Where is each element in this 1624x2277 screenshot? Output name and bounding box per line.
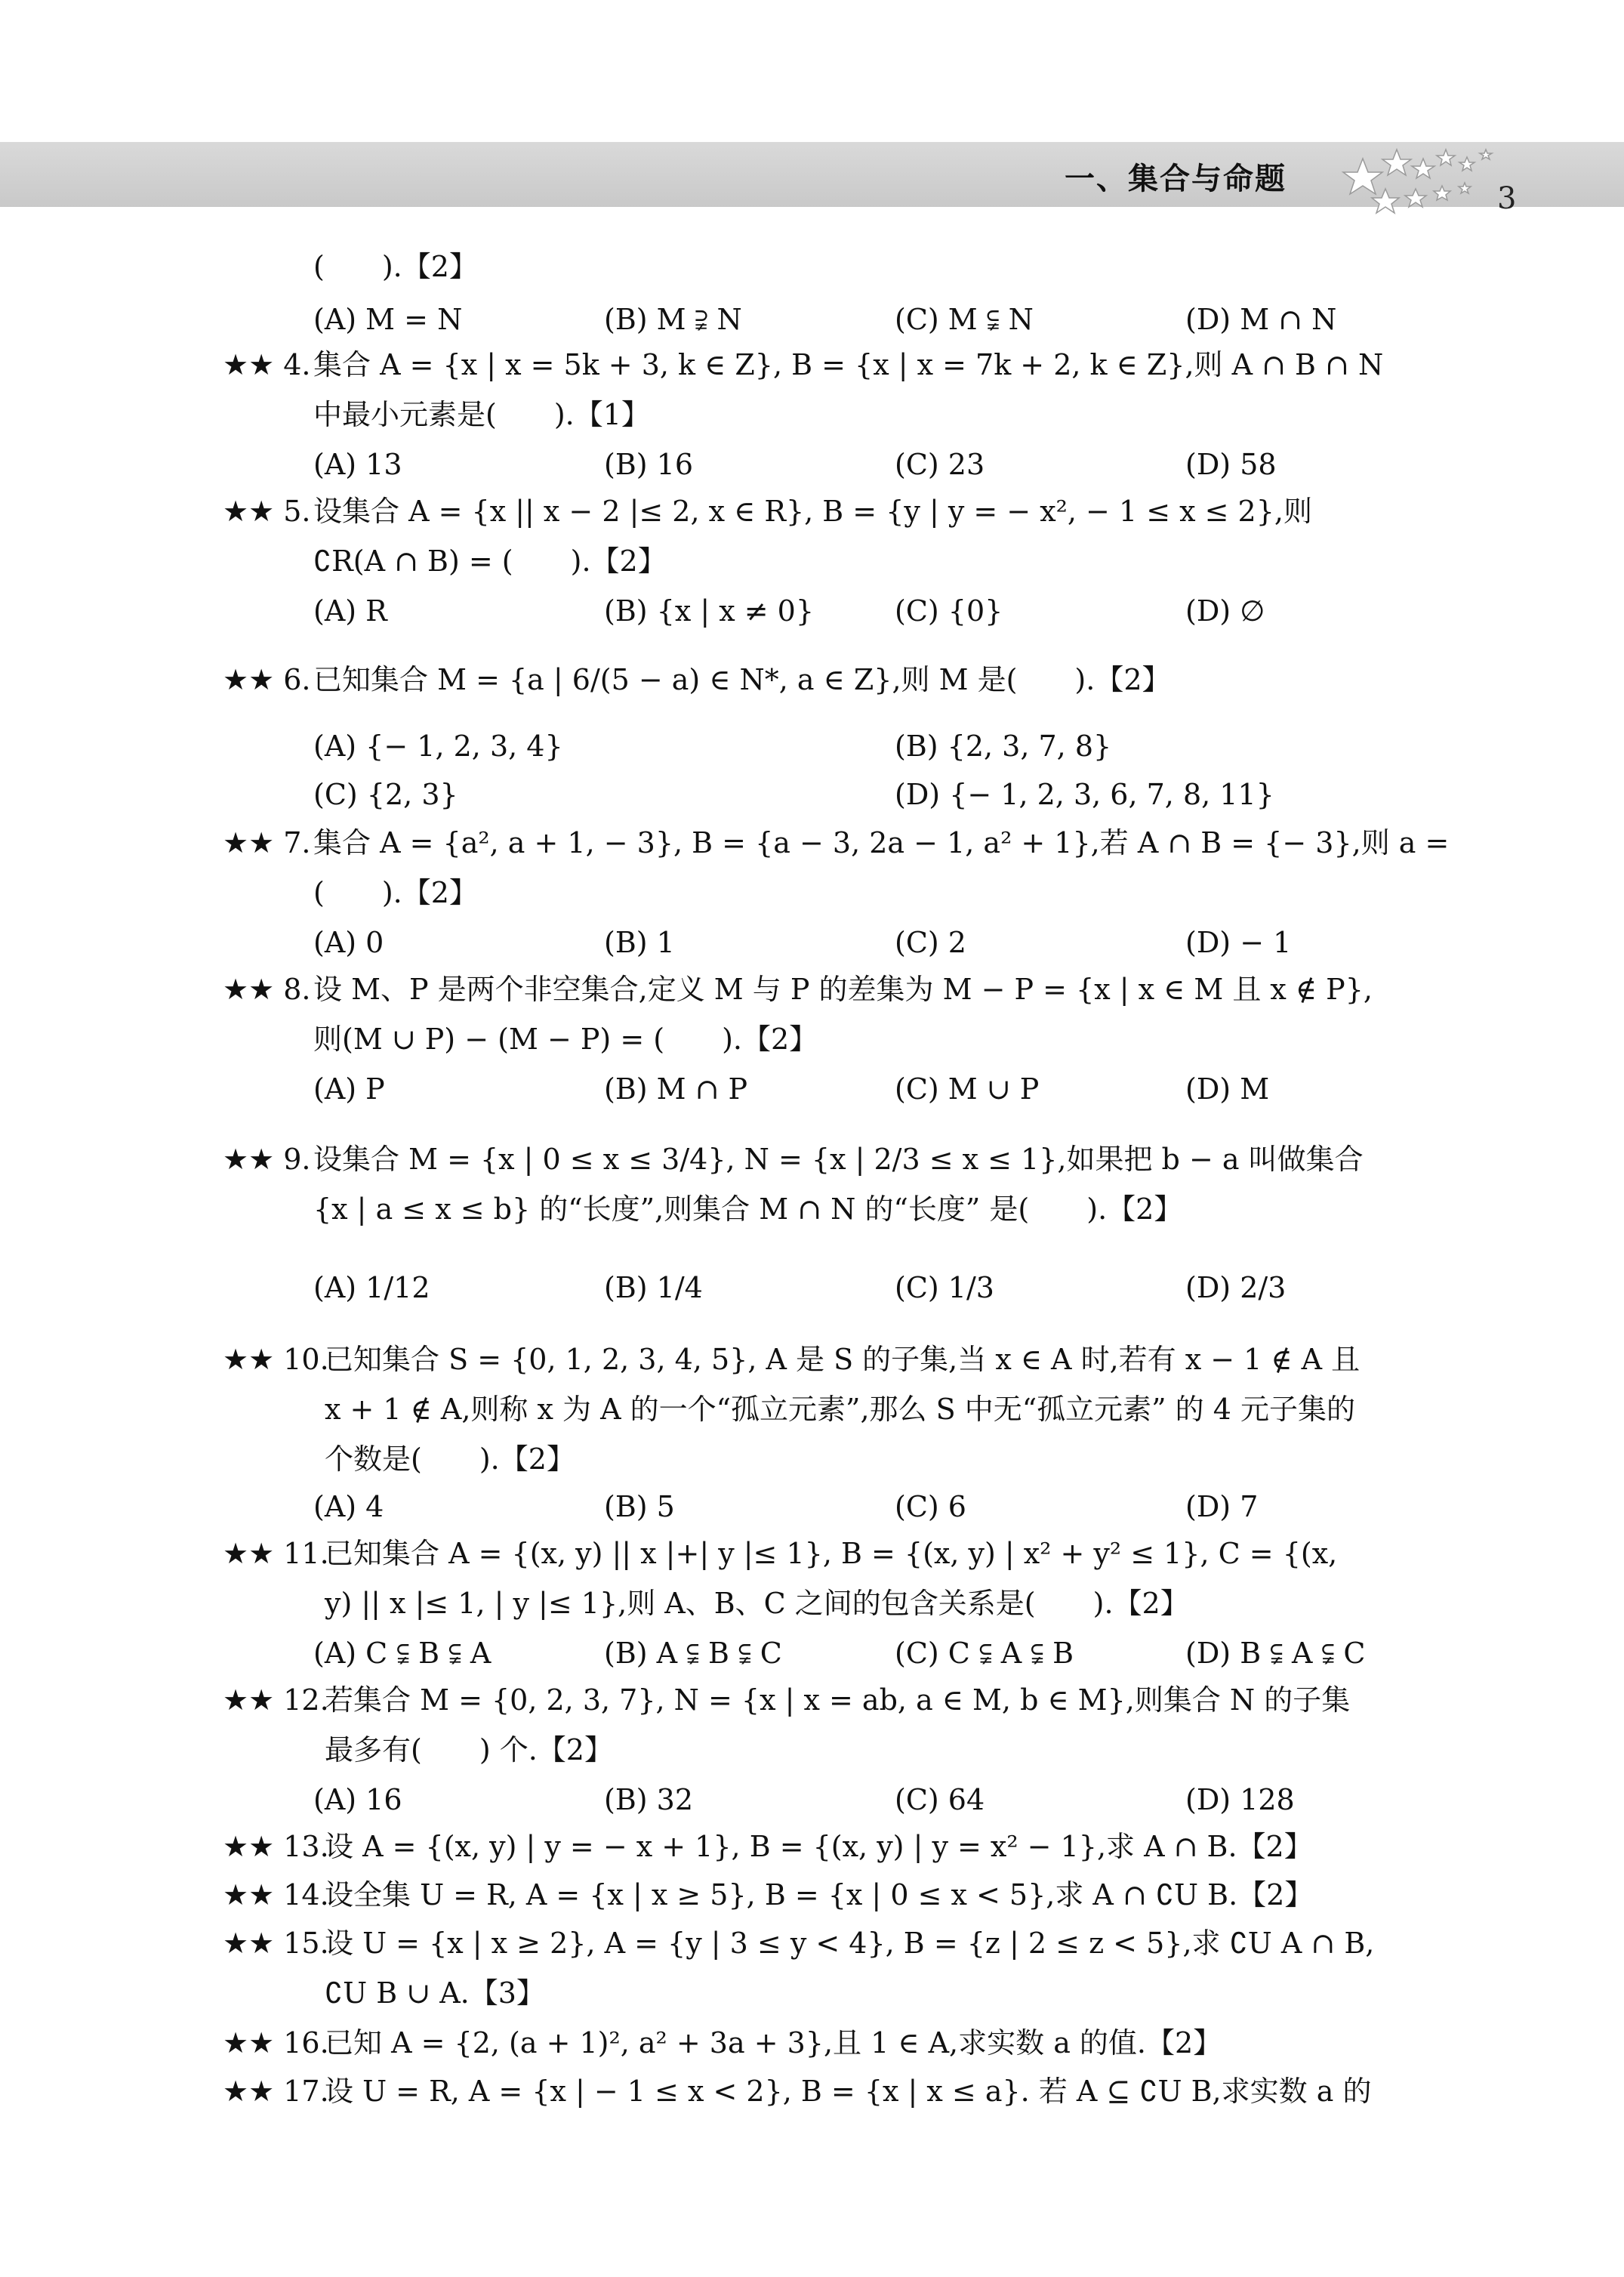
question-text-line: 个数是( ).【2】 [325,1442,575,1476]
question-text-line: x + 1 ∉ A,则称 x 为 A 的一个“孤立元素”,那么 S 中无“孤立元素” 的 4 元子集的 [325,1393,1355,1426]
answer-option: (D) 7 [1185,1490,1259,1523]
answer-option: (C) 1/3 [895,1271,994,1304]
answer-option: (D) − 1 [1185,926,1292,959]
answer-option: (A) 13 [313,448,402,481]
question-text-line: ( ).【2】 [313,876,478,909]
question-text-line: 设集合 A = {x || x − 2 |≤ 2, x ∈ R}, B = {y | y = − x², − 1 ≤ x ≤ 2},则 [313,495,1312,528]
question-text-line: 集合 A = {x | x = 5k + 3, k ∈ Z}, B = {x | x = 7k + 2, k ∈ Z},则 A ∩ B ∩ N [313,348,1384,381]
answer-option: (C) 6 [895,1490,966,1523]
question-text-line: 最多有( ) 个.【2】 [325,1733,613,1766]
question-text-line: y) || x |≤ 1, | y |≤ 1},则 A、B、C 之间的包含关系是( ).【2】 [325,1587,1189,1620]
answer-option: (C) M ∪ P [895,1072,1040,1106]
answer-option: (D) {− 1, 2, 3, 6, 7, 8, 11} [895,778,1274,811]
question-text-line: ∁U B ∪ A.【3】 [325,1976,545,2010]
question-number: ★★ 17. [223,2075,329,2108]
answer-option: (B) 16 [604,448,694,481]
answer-option: (A) P [313,1072,385,1106]
question-number: ★★ 6. [223,663,311,696]
question-number: ★★ 7. [223,826,311,859]
question-number: ★★ 11. [223,1537,329,1570]
answer-option: (D) 2/3 [1185,1271,1287,1304]
question-text-line: 设全集 U = R, A = {x | x ≥ 5}, B = {x | 0 ≤ x < 5},求 A ∩ ∁U B.【2】 [325,1878,1314,1911]
answer-option: (C) 64 [895,1783,985,1816]
question-text-line: 设 U = R, A = {x | − 1 ≤ x < 2}, B = {x | x ≤ a}. 若 A ⊆ ∁U B,求实数 a 的 [325,2075,1372,2108]
question-text-line: 设 A = {(x, y) | y = − x + 1}, B = {(x, y) | y = x² − 1},求 A ∩ B.【2】 [325,1830,1313,1863]
chapter-title: 一、集合与命题 [1065,162,1287,196]
question-text-line: 中最小元素是( ).【1】 [313,398,650,431]
answer-option: (A) 0 [313,926,384,959]
answer-option: (B) {x | x ≠ 0} [604,594,815,628]
answer-option: (B) M ∩ P [604,1072,748,1106]
question-text-line: 已知 A = {2, (a + 1)², a² + 3a + 3},且 1 ∈ A,求实数 a 的值.【2】 [325,2026,1222,2059]
answer-option: (C) 23 [895,448,985,481]
question-text-line: 则(M ∪ P) − (M − P) = ( ).【2】 [313,1023,818,1056]
question-number: ★★ 13. [223,1830,329,1863]
question-number: ★★ 8. [223,973,311,1006]
answer-option: (A) C ⫋ B ⫋ A [313,1637,492,1670]
question-number: ★★ 4. [223,348,311,381]
question-text-line: 若集合 M = {0, 2, 3, 7}, N = {x | x = ab, a ∈ M, b ∈ M},则集合 N 的子集 [325,1683,1351,1717]
question-text-line: {x | a ≤ x ≤ b} 的“长度”,则集合 M ∩ N 的“长度” 是( ).【2】 [313,1192,1183,1226]
answer-option: (D) 58 [1185,448,1277,481]
question-text-line: ∁R(A ∩ B) = ( ).【2】 [313,545,667,578]
question-text-line: 设 M、P 是两个非空集合,定义 M 与 P 的差集为 M − P = {x | x ∈ M 且 x ∉ P}, [313,973,1373,1006]
answer-option: (D) ∅ [1185,594,1265,628]
answer-option: (A) 4 [313,1490,384,1523]
answer-option: (B) 1/4 [604,1271,703,1304]
answer-option: (B) 32 [604,1783,694,1816]
question-text-line: ( ).【2】 [313,250,478,283]
question-text-line: 设集合 M = {x | 0 ≤ x ≤ 3/4}, N = {x | 2/3 ≤ x ≤ 1},如果把 b − a 叫做集合 [313,1143,1364,1176]
answer-option: (A) 1/12 [313,1271,430,1304]
question-number: ★★ 14. [223,1878,329,1911]
question-number: ★★ 5. [223,495,311,528]
answer-option: (C) M ⫋ N [895,303,1034,336]
answer-option: (D) M ∩ N [1185,303,1337,336]
answer-option: (B) {2, 3, 7, 8} [895,730,1112,763]
question-text-line: 设 U = {x | x ≥ 2}, A = {y | 3 ≤ y < 4}, B = {z | 2 ≤ z < 5},求 ∁U A ∩ B, [325,1927,1375,1960]
answer-option: (A) 16 [313,1783,402,1816]
answer-option: (B) 5 [604,1490,675,1523]
question-number: ★★ 15. [223,1927,329,1960]
answer-option: (C) C ⫋ A ⫋ B [895,1637,1074,1670]
question-number: ★★ 9. [223,1143,311,1176]
answer-option: (D) B ⫋ A ⫋ C [1185,1637,1366,1670]
answer-option: (C) {0} [895,594,1003,628]
question-number: ★★ 10. [223,1343,329,1376]
answer-option: (D) 128 [1185,1783,1295,1816]
page-number: 3 [1497,181,1517,216]
answer-option: (A) {− 1, 2, 3, 4} [313,730,563,763]
question-text-line: 已知集合 S = {0, 1, 2, 3, 4, 5}, A 是 S 的子集,当 x ∈ A 时,若有 x − 1 ∉ A 且 [325,1343,1361,1376]
answer-option: (C) {2, 3} [313,778,458,811]
answer-option: (B) A ⫋ B ⫋ C [604,1637,782,1670]
question-text-line: 已知集合 A = {(x, y) || x |+| y |≤ 1}, B = {(x, y) | x² + y² ≤ 1}, C = {(x, [325,1537,1338,1570]
question-number: ★★ 12. [223,1683,329,1717]
question-text-line: 集合 A = {a², a + 1, − 3}, B = {a − 3, 2a − 1, a² + 1},若 A ∩ B = {− 3},则 a = [313,826,1450,859]
answer-option: (C) 2 [895,926,966,959]
answer-option: (B) 1 [604,926,675,959]
answer-option: (A) M = N [313,303,463,336]
answer-option: (D) M [1185,1072,1270,1106]
question-text-line: 已知集合 M = {a | 6/(5 − a) ∈ N*, a ∈ Z},则 M 是( ).【2】 [313,663,1171,696]
question-number: ★★ 16. [223,2026,329,2059]
answer-option: (B) M ⫌ N [604,303,742,336]
answer-option: (A) R [313,594,387,628]
